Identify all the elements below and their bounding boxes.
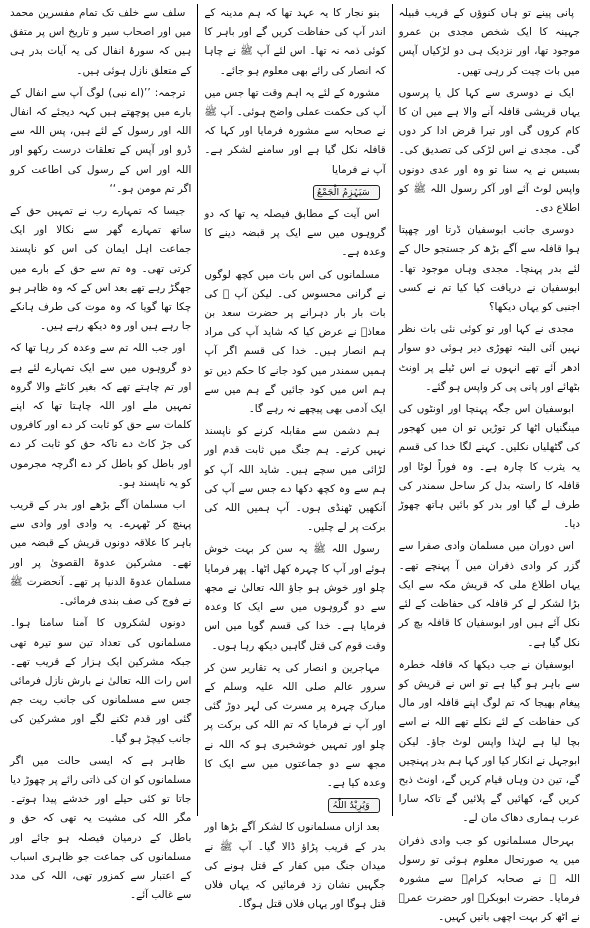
- paragraph: جیسا کہ تمہارے رب نے تمہیں حق کے ساتھ تمہارے گھر سے نکالا اور ایک جماعت اہل ایمان کی اس کو ناپسند کرتی تھی۔ وہ تم سے حق کے بارے میں جھگڑ رہے تھے بعد اس کے کہ وہ ظاہر ہو چکا تھا گویا کہ وہ موت کی طرف ہانکے جا رہے ہیں اور وہ دیکھ رہے ہیں۔: [10, 205, 192, 333]
- paragraph: اس دوران میں مسلمان وادی صفرا سے گزر کر وادی ذفران میں آ پہنچے تھے۔ یہاں اطلاع ملی کہ قریش مکہ سے ایک بڑا لشکر لے کر قافلہ کی حفاظت کے لئے نکل آئے ہیں اور ابوسفیان کا قافلہ بچ کر نکل گیا ہے۔: [398, 540, 580, 649]
- paragraph: ابوسفیان اس جگہ پہنچا اور اونٹوں کی مینگنیاں اٹھا کر توڑیں تو ان میں کھجور کی گٹھلیاں نکلیں۔ کہنے لگا خدا کی قسم یہ یثرب کا چارہ ہے۔ وہ فوراً لوٹا اور قافلہ کا راستہ بدل کر ساحل سمندر کی طرف لے گیا اور بدر کو بائیں ہاتھ چھوڑ دیا۔: [398, 403, 580, 531]
- paragraph: اب مسلمان آگے بڑھے اور بدر کے قریب پہنچ کر ٹھہرے۔ یہ وادی اور وادی سے باہر کا علاقہ دونوں قریش کے قبضہ میں تھے۔ مشرکین عدوۃ القصویٰ پر اور مسلمان عدوۃ الدنیا پر تھے۔ آنحضرت ﷺ نے فوج کی صف بندی فرمائی۔: [10, 499, 192, 608]
- paragraph: مجدی نے کہا اور تو کوئی نئی بات نظر نہیں آئی البتہ تھوڑی دیر ہوئی دو سوار ادھر آئے تھے انہوں نے اس ٹیلے پر اونٹ بٹھائے اور پانی پی کر واپس ہو گئے۔: [398, 323, 580, 393]
- paragraph: ایک نے دوسری سے کہا کل یا پرسوں یہاں قریشی قافلہ آنے والا ہے میں ان کا کام کروں گی اور تیرا قرض ادا کر دوں گی۔ مجدی نے اس لڑکی کی تصدیق کی۔ بسبس نے یہ سنا تو وہ اور عدی دونوں واپس لوٹ آئے اور آکر رسول اللہ ﷺ کو اطلاع دی۔: [398, 86, 580, 215]
- paragraph: مسلمانوں کی اس بات میں کچھ لوگوں نے گرانی محسوس کی۔ لیکن آپ ﷺ کی بات بار بار دہرانے پر حضرت سعد بن معاذؓ نے عرض کیا کہ شاید آپ کی مراد ہم انصار ہیں۔ خدا کی قسم اگر آپ ہمیں سمندر میں کود جانے کا حکم دیں تو ہم اس میں کود جائیں گے ہم میں سے ایک آدمی بھی پیچھے نہ رہے گا۔: [204, 268, 386, 416]
- paragraph: دونوں لشکروں کا آمنا سامنا ہوا۔ مسلمانوں کی تعداد تین سو تیرہ تھی جبکہ مشرکین ایک ہزار کے قریب تھے۔ اس رات اللہ تعالیٰ نے بارش نازل فرمائی جس سے مسلمانوں کی جانب ریت جم گئی اور قدم ٹکنے لگے اور مشرکین کی جانب کیچڑ ہو گیا۔: [10, 617, 192, 745]
- paragraph: ظاہر ہے کہ ایسی حالت میں اگر مسلمانوں کو ان کی ذاتی رائے پر چھوڑ دیا جاتا تو کئی حیلے اور خدشے پیدا ہوتے۔ مگر اللہ کی مشیت یہ تھی کہ حق و باطل کے درمیان فیصلہ ہو جائے اور مسلمانوں کی جماعت جو ظاہری اسباب کے اعتبار سے کمزور تھی، اللہ کی مدد سے غالب آئے۔: [10, 754, 192, 902]
- paragraph: بنو نجار کا یہ عہد تھا کہ ہم مدینہ کے اندر آپ کی حفاظت کریں گے اور باہر کا کوئی ذمہ نہ تھا۔ اس لئے آپ ﷺ نے چاہا کہ انصار کی رائے بھی معلوم ہو جائے۔: [204, 7, 386, 77]
- column-right: [393, 4, 586, 924]
- paragraph: ابوسفیان نے جب دیکھا کہ قافلہ خطرہ سے باہر ہو گیا ہے تو اس نے قریش کو پیغام بھیجا کہ تم لوگ اپنے قافلہ اور مال کی حفاظت کے لئے نکلے تھے اللہ نے اسے بچا لیا ہے لہٰذا واپس لوٹ جاؤ۔ لیکن ابوجہل نے انکار کیا اور کہا ہم بدر پہنچیں گے، تین دن وہاں قیام کریں گے، اونٹ ذبح کریں گے، کھائیں گے پلائیں گے تاکہ سارا عرب ہماری دھاک مان لے۔: [398, 658, 580, 825]
- paragraph: مہاجرین و انصار کی یہ تقاریر سن کر سرور عالم صلی اللہ علیہ وسلم کے مبارک چہرہ پر مسرت کی لہر دوڑ گئی اور آپ نے فرمایا کہ تم اللہ کی برکت پر چلو اور تمہیں خوشخبری ہو کہ اللہ نے مجھ سے دو جماعتوں میں سے ایک کا وعدہ کیا ہے۔: [204, 661, 386, 789]
- paragraph: رسول اللہ ﷺ یہ سن کر بہت خوش ہوئے اور آپ کا چہرہ کھل اٹھا۔ پھر فرمایا چلو اور خوش ہو جاؤ اللہ تعالیٰ نے مجھ سے دو گروہوں میں سے ایک کا وعدہ فرمایا ہے۔ خدا کی قسم گویا میں اس وقت قوم کی قتل گاہیں دیکھ رہا ہوں۔: [204, 543, 386, 652]
- column-left: [4, 4, 198, 902]
- column-middle: [198, 4, 392, 911]
- paragraph: سلف سے خلف تک تمام مفسرین محمد میں اور اصحاب سیر و تاریخ اس پر متفق ہیں کہ سورۂ انفال کی یہ آیات بدر ہی کے متعلق نازل ہوئی ہیں۔: [10, 7, 192, 77]
- paragraph: دوسری جانب ابوسفیان ڈرتا اور چھپتا ہوا قافلہ سے آگے بڑھ کر جستجو حال کے لئے بدر پہنچا۔ مجدی وہاں موجود تھا۔ ابوسفیان نے دریافت کیا کیا تم نے کسی اجنبی کو یہاں دیکھا؟: [398, 224, 580, 314]
- paragraph: ترجمہ: ’’(اے نبی) لوگ آپ سے انفال کے بارے میں پوچھتے ہیں کہہ دیجئے کہ انفال اللہ اور رسول کے لئے ہیں، پس اللہ سے ڈرو اور آپس کے تعلقات درست رکھو اور اللہ اور اس کے رسول کی اطاعت کرو اگر تم مومن ہو۔‘‘: [10, 86, 192, 195]
- quran-verse-box: وَیُرِیْدُ اللّٰہُ: [328, 798, 379, 813]
- paragraph: پانی پینے تو ہاں کنوؤں کے قریب قبیلہ جہینہ کا ایک شخص مجدی بن عمرو موجود تھا، اور نزدیک ہی دو لڑکیاں آپس میں بات چیت کر رہی تھیں۔: [398, 7, 580, 77]
- paragraph: ہم دشمن سے مقابلہ کرنے کو ناپسند نہیں کرتے۔ ہم جنگ میں ثابت قدم اور لڑائی میں سچے ہیں۔ شاید اللہ آپ کو ہم سے وہ کچھ دکھا دے جس سے آپ کی آنکھیں ٹھنڈی ہوں۔ آپ ہمیں اللہ کی برکت پر لے چلیں۔: [204, 425, 386, 534]
- paragraph: بعد ازاں مسلمانوں کا لشکر آگے بڑھا اور بدر کے قریب پڑاؤ ڈالا گیا۔ آپ ﷺ نے میدان جنگ میں کفار کے قتل ہونے کی جگہیں نشان زد فرمائیں کہ یہاں فلاں قتل ہوگا اور یہاں فلاں قتل ہوگا۔: [204, 821, 386, 911]
- paragraph: [204, 796, 385, 815]
- paragraph: [204, 183, 385, 202]
- paragraph: اس آیت کے مطابق فیصلہ یہ تھا کہ دو گروہوں میں سے ایک پر قبضہ دینے کا وعدہ ہے۔: [204, 208, 386, 259]
- paragraph: مشورہ کے لئے یہ اہم وقت تھا جس میں آپ کی حکمت عملی واضح ہوئی۔ آپ ﷺ نے صحابہ سے مشورہ فرمایا اور کہا کہ قافلہ نکل گیا ہے اور سامنے لشکر ہے۔ آپ نے فرمایا: [204, 86, 386, 176]
- quran-verse-box: سَیَہْزِمُ الْجَمْعُ: [313, 185, 380, 200]
- paragraph: اور جب اللہ تم سے وعدہ کر رہا تھا کہ دو گروہوں میں سے ایک تمہارے لئے ہے اور تم چاہتے تھے کہ بغیر کانٹے والا گروہ تمہیں ملے اور اللہ چاہتا تھا کہ اپنے کلمات سے حق کو ثابت کر دے اور کافروں کی جڑ کاٹ دے تاکہ حق کو ثابت کر دے اور باطل کو باطل کر دے اگرچہ مجرموں کو یہ ناپسند ہو۔: [10, 342, 192, 489]
- paragraph: بہرحال مسلمانوں کو جب وادی ذفران میں یہ صورتحال معلوم ہوئی تو رسول اللہ ﷺ نے صحابہ کرامؓ سے مشورہ فرمایا۔ حضرت ابوبکرؓ اور حضرت عمرؓ نے اٹھ کر بہت اچھی باتیں کہیں۔: [398, 834, 580, 924]
